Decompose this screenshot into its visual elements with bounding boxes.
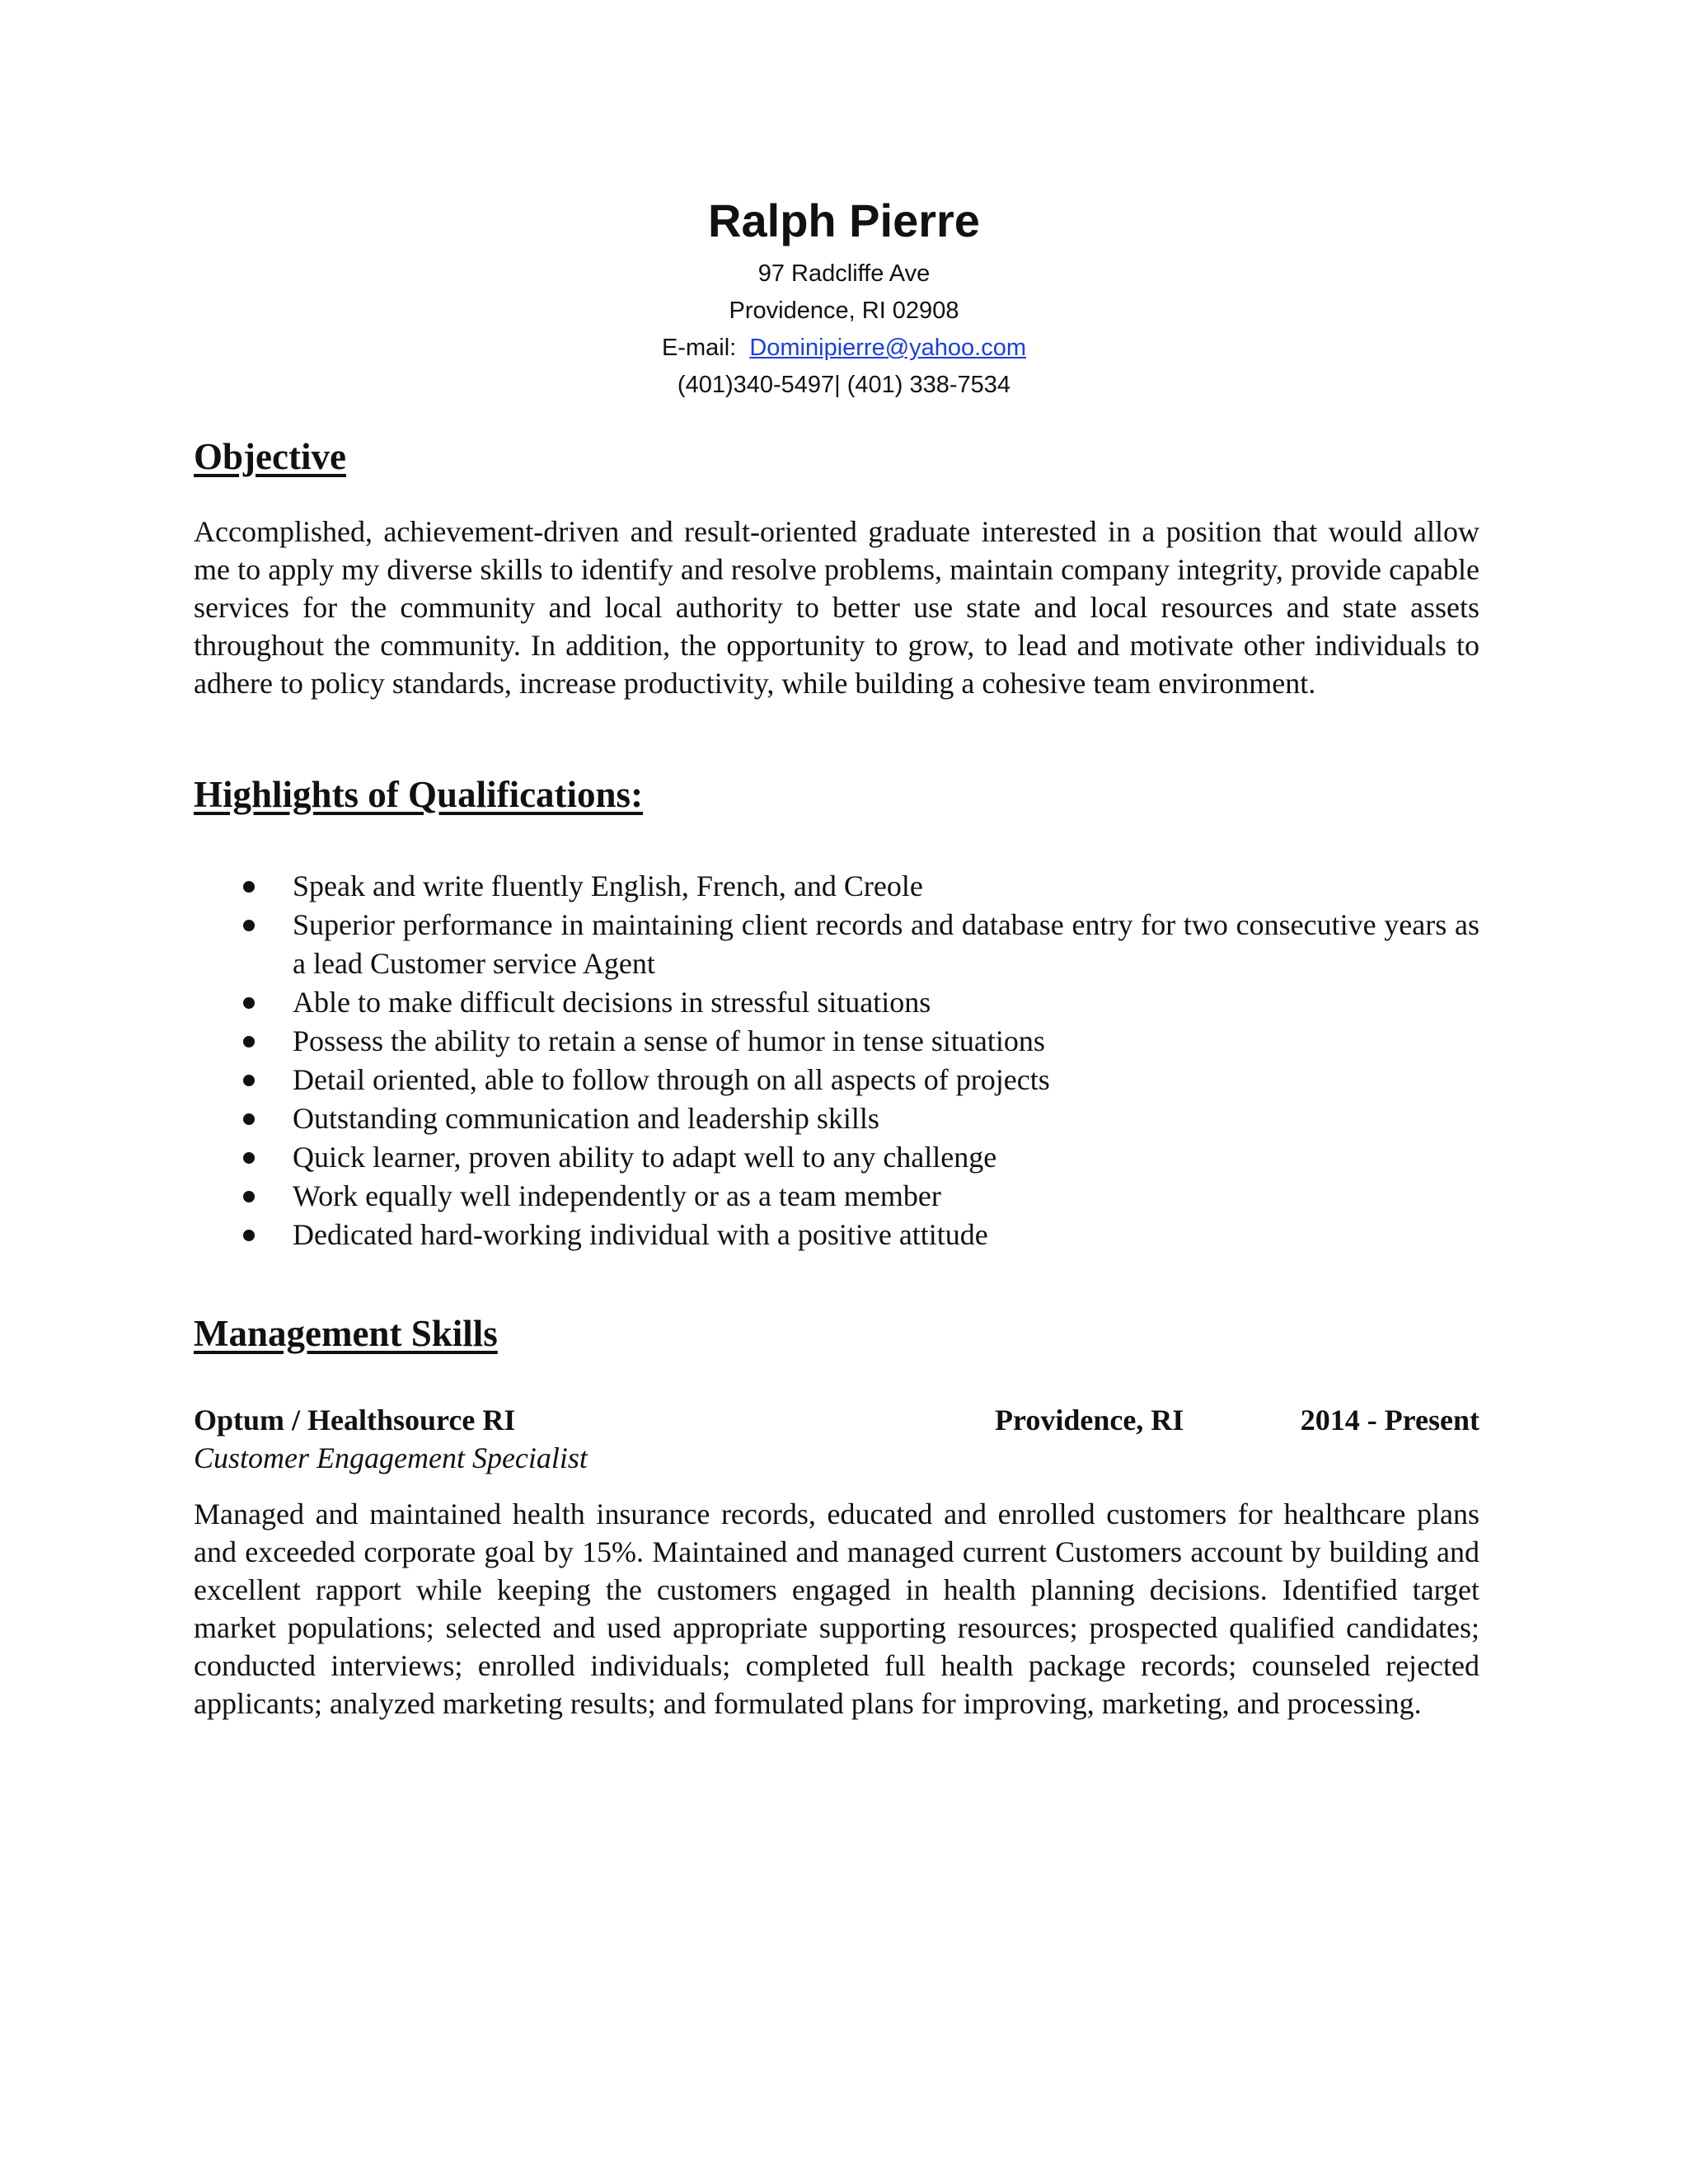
- email-label: E-mail:: [661, 335, 737, 361]
- highlight-text: Able to make difficult decisions in stressful situations: [293, 986, 931, 1019]
- list-item: [194, 1022, 1479, 1061]
- highlights-heading: Highlights of Qualifications:: [194, 774, 644, 815]
- highlights-list: [194, 867, 1479, 1254]
- bullet-icon: [243, 920, 255, 931]
- bullet-icon: [243, 1191, 255, 1202]
- list-item: [194, 983, 1479, 1022]
- email-line: [0, 330, 1688, 367]
- highlight-text: Dedicated hard-working individual with a positive attitude: [293, 1218, 988, 1251]
- job-location: Providence, RI: [995, 1404, 1184, 1436]
- bullet-icon: [243, 881, 255, 893]
- objective-heading: Objective: [194, 436, 346, 477]
- objective-text: Accomplished, achievement-driven and result-oriented graduate interested in a position that would allow me to apply my diverse skills to identify and resolve problems, maintain company integrity, provide capable services for the community and local authority to better use state and local resources and state assets throughout the community. In addition, the opportunity to grow, to lead and motivate other individuals to adhere to policy standards, increase productivity, while building a cohesive team environment.: [194, 515, 1479, 700]
- list-item: [194, 906, 1479, 983]
- bullet-icon: [243, 1230, 255, 1241]
- list-item: [194, 1177, 1479, 1216]
- job-header: [194, 1401, 1479, 1439]
- management-heading: Management Skills: [194, 1313, 498, 1354]
- address-line-2: Providence, RI 02908: [729, 298, 959, 324]
- list-item: [194, 1099, 1479, 1138]
- bullet-icon: [243, 1036, 255, 1047]
- highlight-text: Detail oriented, able to follow through on all aspects of projects: [293, 1063, 1050, 1096]
- highlight-text: Work equally well independently or as a team member: [293, 1179, 941, 1212]
- email-link[interactable]: Dominipierre@yahoo.com: [749, 335, 1027, 361]
- list-item: [194, 867, 1479, 906]
- candidate-name: Ralph Pierre: [708, 194, 980, 246]
- resume-header: [0, 191, 1688, 404]
- phone-numbers: (401)340-5497| (401) 338-7534: [677, 372, 1011, 398]
- bullet-icon: [243, 1075, 255, 1086]
- bullet-icon: [243, 997, 255, 1009]
- highlight-text: Quick learner, proven ability to adapt well to any challenge: [293, 1141, 997, 1174]
- job-description: Managed and maintained health insurance records, educated and enrolled customers for healthcare plans and exceeded corporate goal by 15%. Maintained and managed current Customers account by building and excellent rapport while keeping the customers engaged in health planning decisions. Identified target market populations; selected and used appropriate supporting resources; prospected qualified candidates; conducted interviews; enrolled individuals; completed full health package records; counseled rejected applicants; analyzed marketing results; and formulated plans for improving, marketing, and processing.: [194, 1497, 1479, 1720]
- list-item: [194, 1061, 1479, 1099]
- highlight-text: Possess the ability to retain a sense of humor in tense situations: [293, 1024, 1045, 1057]
- list-item: [194, 1216, 1479, 1254]
- job-company: Optum / Healthsource RI: [194, 1404, 516, 1436]
- highlight-text: Outstanding communication and leadership skills: [293, 1102, 879, 1135]
- bullet-icon: [243, 1113, 255, 1125]
- job-dates: 2014 - Present: [1300, 1404, 1479, 1436]
- list-item: [194, 1138, 1479, 1177]
- address-line-1: 97 Radcliffe Ave: [757, 260, 931, 287]
- bullet-icon: [243, 1152, 255, 1164]
- highlight-text: Superior performance in maintaining client records and database entry for two consecutive years as a lead Customer service Agent: [293, 908, 1479, 980]
- highlight-text: Speak and write fluently English, French, and Creole: [293, 869, 923, 902]
- job-title: Customer Engagement Specialist: [194, 1441, 588, 1474]
